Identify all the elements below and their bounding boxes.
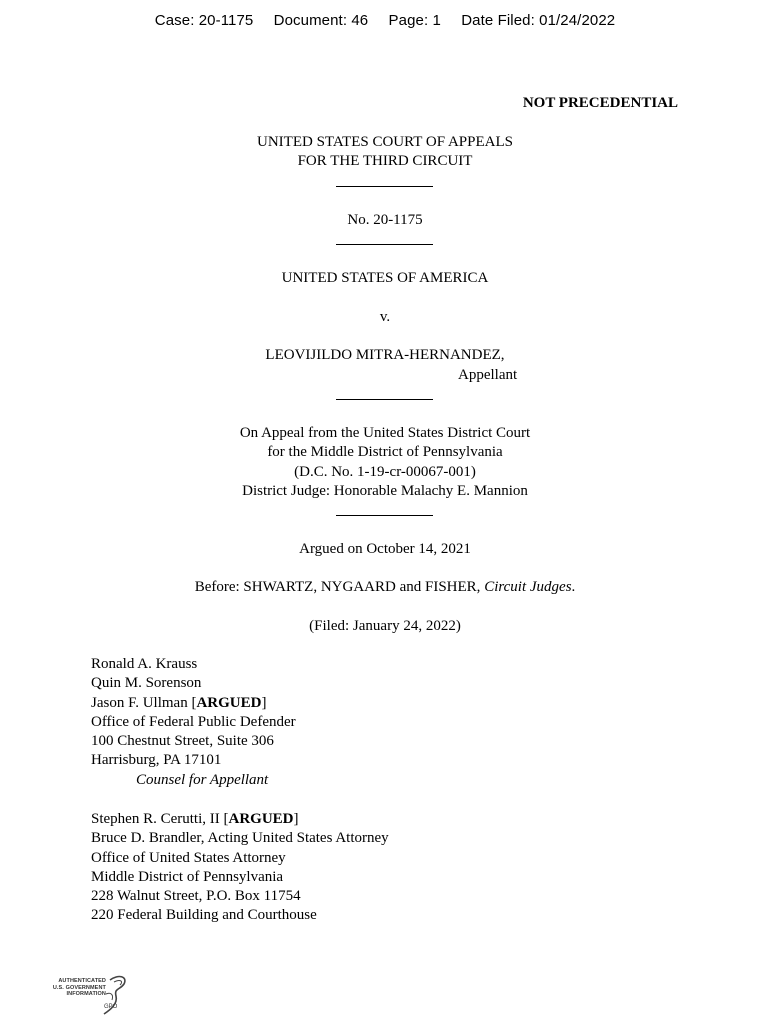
appeal-line-4: District Judge: Honorable Malachy E. Mannion xyxy=(242,482,528,499)
before-title: Circuit Judges xyxy=(484,579,572,595)
appeal-info xyxy=(0,424,770,501)
argued-date: Argued on October 14, 2021 xyxy=(299,541,471,557)
counsel-name-text: Jason F. Ullman [ xyxy=(91,694,197,711)
panel-judges xyxy=(0,578,770,597)
header-case: Case: 20-1175 xyxy=(154,12,254,29)
filed-date: (Filed: January 24, 2022) xyxy=(309,618,461,634)
not-precedential-label: NOT PRECEDENTIAL xyxy=(522,95,678,111)
argued-tag: ARGUED xyxy=(228,811,294,827)
appeal-line-1: On Appeal from the United States District Court xyxy=(239,425,531,441)
divider xyxy=(336,515,433,516)
counsel-name-argued xyxy=(91,810,389,829)
counsel-office: Office of United States Attorney xyxy=(91,849,286,866)
defendant-name: LEOVIJILDO MITRA-HERNANDEZ, xyxy=(265,347,505,363)
versus: v. xyxy=(379,309,391,325)
gpo-line-3: INFORMATION xyxy=(66,991,106,997)
counsel-office: Office of Federal Public Defender xyxy=(91,713,296,730)
court-name xyxy=(0,133,770,172)
docket-header xyxy=(0,12,770,29)
appeal-line-3: (D.C. No. 1-19-cr-00067-001) xyxy=(294,463,476,480)
header-page: Page: 1 xyxy=(388,12,441,29)
counsel-district: Middle District of Pennsylvania xyxy=(91,868,284,885)
before-suffix: . xyxy=(571,579,576,595)
counsel-street: 228 Walnut Street, P.O. Box 11754 xyxy=(91,888,301,905)
divider xyxy=(336,399,433,400)
counsel-city: Harrisburg, PA 17101 xyxy=(91,752,222,769)
case-number: No. 20-1175 xyxy=(347,212,423,228)
header-date-filed: Date Filed: 01/24/2022 xyxy=(461,12,616,29)
counsel-street: 100 Chestnut Street, Suite 306 xyxy=(91,733,274,750)
plaintiff-name: UNITED STATES OF AMERICA xyxy=(281,270,489,286)
divider xyxy=(336,244,433,245)
defendant-role: Appellant xyxy=(458,367,518,383)
gpo-line-2: U.S. GOVERNMENT xyxy=(52,984,106,991)
counsel-name: Quin M. Sorenson xyxy=(91,675,202,692)
eagle-icon xyxy=(44,974,134,1018)
counsel-name-argued xyxy=(91,694,296,713)
before-prefix: Before: SHWARTZ, NYGAARD and FISHER, xyxy=(194,579,485,595)
counsel-name-text: Stephen R. Cerutti, II [ xyxy=(91,811,229,827)
counsel-building: 220 Federal Building and Courthouse xyxy=(91,907,317,924)
appellee-counsel-block xyxy=(91,810,389,926)
counsel-role: Counsel for Appellant xyxy=(136,771,269,788)
court-line-1: UNITED STATES COURT OF APPEALS xyxy=(257,134,513,150)
divider xyxy=(336,186,433,187)
court-line-2: FOR THE THIRD CIRCUIT xyxy=(297,153,473,170)
bracket-close: ] xyxy=(261,694,267,711)
bracket-close: ] xyxy=(293,811,299,827)
gpo-line-1: AUTHENTICATED xyxy=(58,978,106,984)
counsel-name: Bruce D. Brandler, Acting United States Attorney xyxy=(91,830,389,847)
header-document: Document: 46 xyxy=(273,12,369,29)
appeal-line-2: for the Middle District of Pennsylvania xyxy=(267,444,503,461)
argued-tag: ARGUED xyxy=(196,694,262,711)
appellant-counsel-block xyxy=(91,655,296,790)
gpo-mark: GPO xyxy=(104,1004,118,1010)
counsel-name: Ronald A. Krauss xyxy=(91,656,198,672)
gpo-authentication-seal xyxy=(44,974,134,1018)
